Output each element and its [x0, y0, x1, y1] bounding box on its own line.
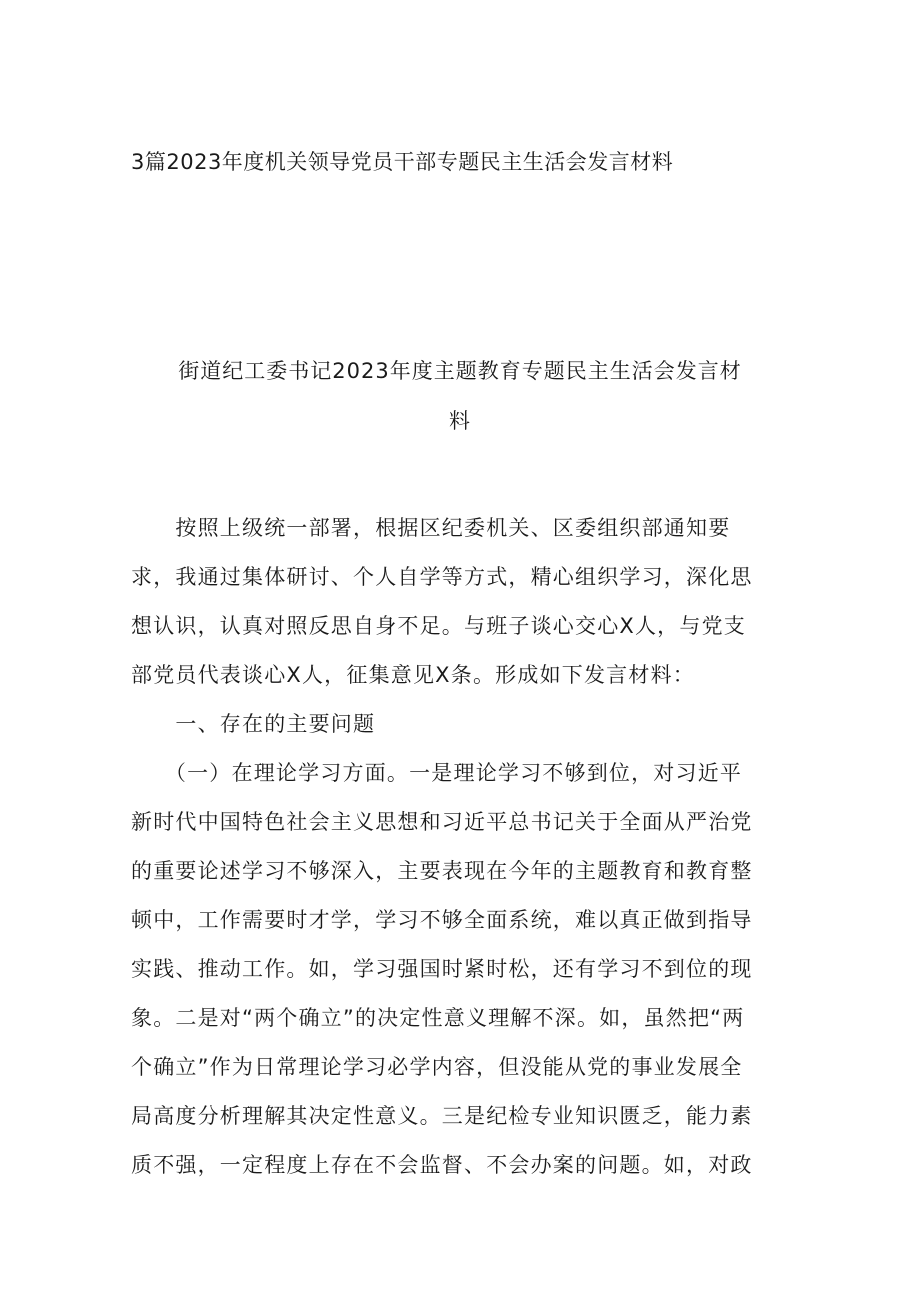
- body-text-line: 实践、推动工作。如，学习强国时紧时松，还有学习不到位的现: [131, 957, 753, 981]
- body-text-line: 质不强，一定程度上存在不会监督、不会办案的问题。如，对政: [131, 1153, 753, 1177]
- body-text-line: 顿中，工作需要时才学，学习不够全面系统，难以真正做到指导: [131, 908, 753, 932]
- section-title-line-2: 料: [449, 409, 471, 433]
- document-main-title: 3篇2023年度机关领导党员干部专题民主生活会发言材料: [131, 150, 674, 174]
- body-text-line: 的重要论述学习不够深入，主要表现在今年的主题教育和教育整: [131, 859, 753, 883]
- section-title-line-1: 街道纪工委书记2023年度主题教育专题民主生活会发言材: [178, 359, 742, 383]
- body-text-line: 局高度分析理解其决定性意义。三是纪检专业知识匮乏，能力素: [131, 1104, 753, 1128]
- body-text-line: 个确立”作为日常理论学习必学内容，但没能从党的事业发展全: [131, 1055, 743, 1079]
- body-text-line: 按照上级统一部署，根据区纪委机关、区委组织部通知要: [131, 516, 731, 540]
- body-text-line: 求，我通过集体研讨、个人自学等方式，精心组织学习，深化思: [131, 565, 753, 589]
- body-text-line: 想认识，认真对照反思自身不足。与班子谈心交心X人，与党支: [131, 614, 746, 638]
- body-text-line: 部党员代表谈心X人，征集意见X条。形成如下发言材料：: [131, 663, 695, 687]
- section-heading-issues: 一、存在的主要问题: [131, 712, 376, 736]
- body-text-line: （一）在理论学习方面。一是理论学习不够到位，对习近平: [131, 761, 743, 785]
- body-text-line: 象。二是对“两个确立”的决定性意义理解不深。如，虽然把“两: [131, 1006, 745, 1030]
- body-text-line: 新时代中国特色社会主义思想和习近平总书记关于全面从严治党: [131, 810, 753, 834]
